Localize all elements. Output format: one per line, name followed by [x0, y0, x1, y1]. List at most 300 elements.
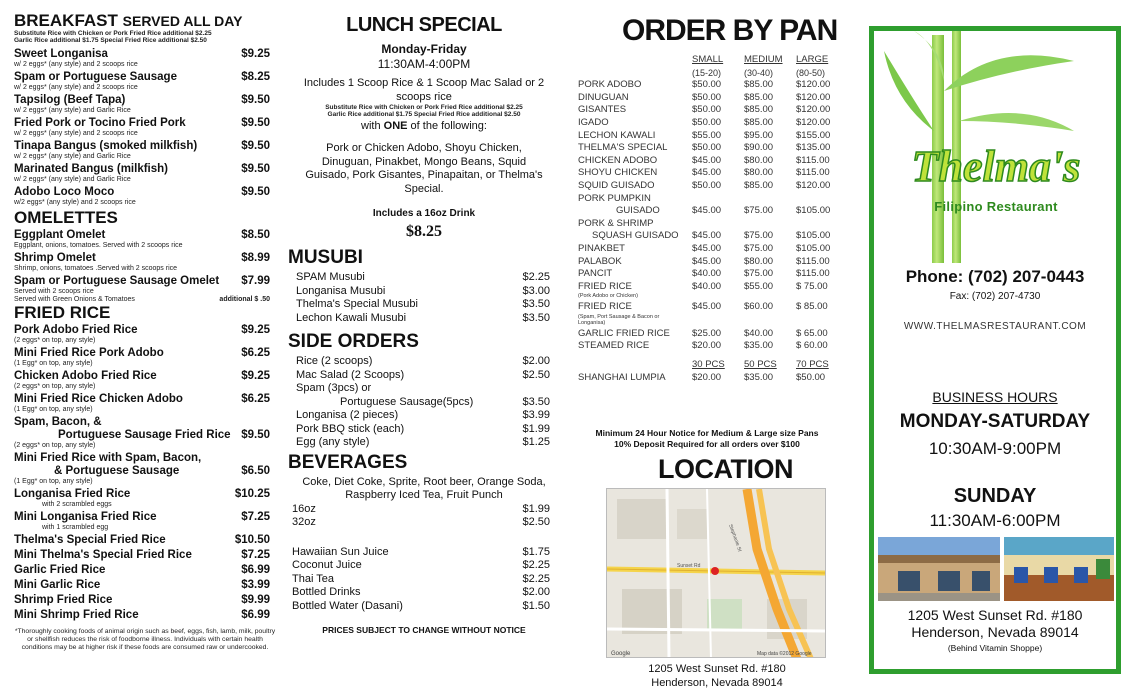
musubi-list	[288, 271, 560, 325]
menu-item-extra-price: additional $ .50	[219, 296, 270, 303]
pan-price-large: $115.00	[796, 268, 830, 280]
location-address	[572, 662, 862, 690]
pan-cell-blank	[738, 218, 790, 231]
breakfast-heading	[14, 12, 276, 30]
menu-entry	[14, 579, 276, 592]
menu-item-desc: (1 Egg* on top, any style)	[14, 360, 93, 367]
pan-price-medium: $40.00	[744, 327, 774, 339]
map-label-sunset: Sunset Rd	[677, 563, 701, 569]
pan-item-name: DINUGUAN	[578, 91, 629, 103]
sunday-hours: 11:30AM-6:00PM	[929, 511, 1061, 530]
pan-price-small: $50.00	[692, 179, 722, 191]
menu-entry	[14, 163, 276, 184]
lumpia-header	[578, 359, 842, 372]
pan-price-medium: $85.00	[744, 79, 774, 91]
menu-item-price: $8.99	[241, 252, 270, 264]
menu-item-row	[14, 370, 276, 383]
menu-item-price: $7.25	[241, 549, 270, 561]
lumpia-header-30: 30 PCS	[692, 359, 725, 371]
menu-item-price: $2.00	[522, 355, 550, 367]
lunch-column	[288, 12, 560, 682]
pan-notice-1: Minimum 24 Hour Notice for Medium & Large size Pans	[595, 428, 819, 438]
pan-row	[578, 92, 842, 105]
pan-item-name: PALABOK	[578, 255, 622, 267]
menu-item-desc: Served with 2 scoops rice	[14, 288, 94, 295]
menu-item-price: $3.99	[522, 409, 550, 421]
pan-price-large: $ 85.00	[796, 301, 828, 313]
brand-address	[874, 607, 1116, 641]
pan-serving-medium: (30-40)	[744, 67, 774, 78]
lunch-note: Substitute Rice with Chicken or Pork Fried Rice additional $2.25	[325, 104, 523, 111]
menu-item-name: Shrimp Omelet	[14, 252, 96, 264]
brand-address-1: 1205 West Sunset Rd. #180	[907, 607, 1083, 623]
menu-item-price: $6.50	[241, 465, 270, 477]
pan-price-small: $40.00	[692, 268, 722, 280]
hours-title: BUSINESS HOURS	[932, 389, 1058, 405]
website-link[interactable]: WWW.THELMASRESTAURANT.COM	[903, 321, 1087, 332]
menu-item-price: $1.25	[522, 436, 550, 448]
pan-row	[578, 142, 842, 155]
menu-entry	[14, 71, 276, 92]
menu-item-price: $2.50	[522, 368, 550, 381]
menu-item-price: $6.25	[241, 347, 270, 359]
menu-item-name: Mini Fried Rice with Spam, Bacon,	[14, 452, 202, 464]
menu-item-price: $8.50	[241, 229, 270, 241]
pan-row	[578, 117, 842, 130]
omelettes-list	[14, 229, 276, 304]
menu-entry	[14, 48, 276, 69]
pan-price-large: $120.00	[796, 79, 831, 91]
menu-item-row	[14, 163, 276, 176]
weekday-hours: 10:30AM-9:00PM	[928, 439, 1062, 458]
lunch-drink: Includes a 16oz Drink	[372, 208, 476, 219]
menu-item-row	[14, 94, 276, 107]
pan-item-name: PORK ADOBO	[578, 79, 642, 91]
pan-table	[578, 54, 842, 384]
pan-price-small: $25.00	[692, 327, 722, 339]
order-by-pan-column	[572, 12, 842, 689]
map-pin-icon	[711, 567, 719, 575]
menu-item-price: $1.50	[522, 599, 550, 612]
menu-item-row	[14, 347, 276, 360]
pan-item-name: CHICKEN ADOBO	[578, 154, 658, 166]
menu-item-row	[14, 452, 276, 465]
menu-entry	[14, 252, 276, 273]
beverages-heading: BEVERAGES	[288, 451, 408, 473]
with-one-pre: with	[361, 120, 384, 132]
menu-item-name: Longanisa Musubi	[296, 284, 386, 297]
pan-item-name: THELMA'S SPECIAL	[578, 142, 668, 154]
menu-item-name: Spam or Portuguese Sausage	[14, 71, 177, 83]
lumpia-header-50: 50 PCS	[744, 359, 777, 371]
breakfast-note: Substitute Rice with Chicken or Pork Fried Rice additional $2.25	[14, 30, 212, 37]
menu-item-row	[296, 285, 560, 299]
lumpia-name: SHANGHAI LUMPIA	[578, 371, 666, 383]
pan-price-small: $55.00	[692, 129, 722, 141]
pan-price-small: $45.00	[692, 167, 722, 179]
menu-item-price: $3.00	[522, 284, 550, 297]
pan-cell-blank	[790, 193, 842, 206]
pan-item-name: FRIED RICE	[578, 301, 632, 313]
menu-item-name: Pork BBQ stick (each)	[296, 422, 405, 435]
pan-price-large: $105.00	[796, 230, 831, 242]
menu-item-price: $3.99	[241, 579, 270, 591]
pan-price-small: $40.00	[692, 280, 722, 292]
menu-item-name: 16oz	[292, 502, 316, 515]
menu-item-price: $2.25	[522, 271, 550, 283]
menu-item-row	[292, 573, 560, 587]
pan-price-medium: $55.00	[744, 280, 774, 292]
menu-item-name: Garlic Fried Rice	[14, 564, 106, 576]
storefront-photo	[878, 537, 1000, 601]
fried-rice-list	[14, 324, 276, 622]
menu-item-row	[14, 324, 276, 337]
with-one-bold: ONE	[383, 120, 408, 132]
menu-item-row	[296, 369, 560, 383]
breakfast-note: Garlic Rice additional $1.75 Special Fried Rice additional $2.50	[14, 37, 207, 44]
menu-item-row	[14, 579, 276, 592]
menu-item-row	[14, 549, 276, 562]
pan-row	[578, 230, 842, 243]
pan-price-large: $ 75.00	[796, 280, 828, 292]
menu-item-desc: w/ 2 eggs* (any style) and Garlic Rice	[14, 153, 131, 160]
pan-price-large: $105.00	[796, 205, 831, 217]
map-attribution: Map data ©2012 Google	[757, 651, 812, 657]
pan-cell-blank	[738, 193, 790, 206]
menu-item-name: Mini Garlic Rice	[14, 579, 101, 591]
menu-item-desc: with 2 scrambled eggs	[42, 501, 112, 508]
menu-item-name-cont: Portuguese Sausage(5pcs)	[340, 395, 474, 408]
prices-notice: PRICES SUBJECT TO CHANGE WITHOUT NOTICE	[322, 625, 526, 635]
menu-item-price: $9.50	[241, 94, 270, 106]
lunch-hours: 11:30AM-4:00PM	[377, 57, 471, 71]
fax-number: Fax: (702) 207-4730	[949, 291, 1041, 302]
menu-item-name: Lechon Kawali Musubi	[296, 311, 407, 324]
pan-item-name: SHOYU CHICKEN	[578, 167, 658, 179]
pan-price-large: $120.00	[796, 91, 831, 103]
menu-item-desc: w/ 2 eggs* (any style) and 2 scoops rice	[14, 130, 138, 137]
pan-price-small: $50.00	[692, 79, 722, 91]
menu-item-name: Bottled Water (Dasani)	[292, 599, 403, 612]
location-title: LOCATION	[658, 454, 793, 484]
menu-entry	[14, 452, 276, 486]
pan-cell-blank	[686, 218, 738, 231]
pan-item-name: STEAMED RICE	[578, 340, 650, 352]
pan-price-large: $120.00	[796, 116, 831, 128]
menu-item-row	[14, 393, 276, 406]
order-by-pan-title: ORDER BY PAN	[622, 14, 838, 47]
pan-row	[578, 155, 842, 168]
pan-price-medium: $80.00	[744, 154, 774, 166]
menu-item-price: $9.99	[241, 594, 270, 606]
menu-item-row	[292, 600, 560, 614]
sunday-label: SUNDAY	[953, 485, 1037, 507]
breakfast-title-suffix: SERVED ALL DAY	[122, 13, 243, 29]
menu-item-name: Mini Thelma's Special Fried Rice	[14, 549, 192, 561]
pan-price-small: $45.00	[692, 301, 722, 313]
pan-serving-small: (15-20)	[692, 67, 722, 78]
breakfast-column	[14, 12, 276, 682]
menu-entry	[14, 534, 276, 547]
pan-item-desc: (Pork Adobo or Chicken)	[578, 293, 638, 300]
menu-item-row	[14, 117, 276, 130]
menu-item-price: $9.50	[241, 186, 270, 198]
menu-item-price: $2.50	[522, 516, 550, 528]
menu-entry	[14, 94, 276, 115]
pan-item-name: PANCIT	[578, 268, 613, 280]
pan-row	[578, 340, 842, 353]
lunch-days: Monday-Friday	[381, 42, 467, 56]
menu-item-price: $2.25	[522, 572, 550, 585]
menu-item-name: Mini Fried Rice Chicken Adobo	[14, 393, 183, 405]
menu-entry	[14, 488, 276, 509]
pan-row	[578, 205, 842, 218]
map-google-logo: Google	[611, 651, 631, 657]
pan-row	[578, 243, 842, 256]
menu-item-name-cont: Portuguese Sausage Fried Rice	[58, 429, 231, 441]
menu-entry	[14, 347, 276, 368]
lunch-note: Garlic Rice additional $1.75 Special Fried Rice additional $2.50	[327, 111, 521, 118]
menu-item-name: Tinapa Bangus (smoked milkfish)	[14, 140, 198, 152]
menu-item-row	[14, 48, 276, 61]
breakfast-title: BREAKFAST	[14, 11, 118, 30]
menu-item-desc: with 1 scrambled egg	[42, 524, 109, 531]
side-orders-heading: SIDE ORDERS	[288, 331, 419, 352]
menu-item-price: $3.50	[522, 311, 550, 324]
side-orders-list	[288, 355, 560, 450]
menu-item-name: Mini Shrimp Fried Rice	[14, 609, 139, 621]
menu-item-row	[14, 71, 276, 84]
menu-item-name: Mini Fried Rice Pork Adobo	[14, 347, 164, 359]
menu-item-row	[14, 229, 276, 242]
menu-item-price: $2.00	[522, 586, 550, 598]
pan-row	[578, 104, 842, 117]
menu-item-row	[14, 594, 276, 607]
pan-price-small: $45.00	[692, 255, 722, 267]
pan-row	[578, 281, 842, 294]
pan-price-large: $135.00	[796, 142, 831, 154]
menu-item-row	[296, 382, 560, 396]
pan-price-large: $120.00	[796, 104, 831, 116]
pan-header-small: SMALL	[692, 54, 724, 65]
pan-price-large: $ 65.00	[796, 327, 828, 339]
pan-row	[578, 268, 842, 281]
menu-item-price: $9.50	[241, 140, 270, 152]
beverage-sizes	[288, 503, 560, 530]
menu-item-price: $8.25	[241, 71, 270, 83]
menu-item-row	[292, 516, 560, 530]
menu-item-price: $10.25	[234, 488, 270, 500]
location-map[interactable]	[606, 488, 826, 658]
pan-item-name-cont: SQUASH GUISADO	[592, 230, 679, 242]
menu-item-row	[14, 488, 276, 501]
menu-item-name-cont: & Portuguese Sausage	[54, 465, 180, 477]
pan-item-name: LECHON KAWALI	[578, 129, 656, 141]
pan-item-desc: (Spam, Port Sausage & Bacon or Longanisa)	[578, 313, 660, 326]
pan-price-small: $50.00	[692, 104, 722, 116]
menu-entry	[14, 511, 276, 532]
menu-item-price: $7.99	[241, 275, 270, 287]
with-one-post: of the following:	[407, 120, 487, 132]
menu-entry	[14, 140, 276, 161]
pan-item-name: PINAKBET	[578, 242, 625, 254]
pan-price-medium: $75.00	[744, 242, 774, 254]
lumpia-row	[578, 372, 842, 385]
location-address-2: Henderson, Nevada 89014	[651, 677, 783, 689]
menu-item-row	[296, 355, 560, 369]
menu-item-name: Marinated Bangus (milkfish)	[14, 163, 168, 175]
menu-entry	[14, 117, 276, 138]
menu-item-price: $9.50	[241, 429, 270, 441]
menu-item-row	[14, 564, 276, 577]
pan-price-medium: $75.00	[744, 205, 774, 217]
menu-item-name: Spam or Portuguese Sausage Omelet	[14, 275, 220, 287]
menu-item-price: $2.25	[522, 559, 550, 571]
menu-item-name: Chicken Adobo Fried Rice	[14, 370, 157, 382]
phone-number[interactable]: Phone: (702) 207-0443	[905, 267, 1085, 286]
menu-item-row	[296, 312, 560, 326]
pan-header-large: LARGE	[796, 54, 829, 65]
pan-price-small: $50.00	[692, 91, 722, 103]
menu-item-name: Adobo Loco Moco	[14, 186, 115, 198]
pan-price-medium: $85.00	[744, 179, 774, 191]
menu-item-name: Spam (3pcs) or	[296, 382, 372, 394]
pan-item-name: IGADO	[578, 116, 609, 128]
menu-item-row	[296, 436, 560, 450]
pan-price-small: $45.00	[692, 230, 722, 242]
pan-serving-large: (80-50)	[796, 67, 826, 78]
menu-item-name: Egg (any style)	[296, 436, 370, 448]
brand-logo-name: Thelma's	[911, 142, 1081, 191]
beverage-items	[288, 546, 560, 614]
menu-entry	[14, 549, 276, 562]
pan-serving-header	[578, 67, 842, 80]
menu-item-row	[14, 511, 276, 524]
pan-notice-2: 10% Deposit Required for all orders over $100	[614, 439, 800, 449]
menu-item-price: $6.25	[241, 393, 270, 405]
menu-item-row	[14, 140, 276, 153]
pan-price-medium: $75.00	[744, 230, 774, 242]
breakfast-list	[14, 48, 276, 207]
pan-price-small: $45.00	[692, 242, 722, 254]
menu-item-desc: (2 eggs* on top, any style)	[14, 337, 96, 344]
menu-item-desc: (2 eggs* on top, any style)	[14, 442, 96, 449]
menu-item-price: $1.75	[522, 545, 550, 558]
menu-item-name: Mini Longanisa Fried Rice	[14, 511, 157, 523]
pan-price-large: $115.00	[796, 154, 830, 166]
beverage-list: Coke, Diet Coke, Sprite, Root beer, Orange Soda, Raspberry Iced Tea, Fruit Punch	[302, 475, 546, 501]
lunch-choices: Pork or Chicken Adobo, Shoyu Chicken, Dinuguan, Pinakbet, Mongo Beans, Squid Guisado, Pork Gisantes, Pinapaitan, or Thelma's Special.	[305, 142, 543, 195]
menu-entry	[14, 594, 276, 607]
pan-price-small: $50.00	[692, 142, 722, 154]
pan-row	[578, 256, 842, 269]
pan-row	[578, 218, 842, 231]
menu-item-row	[14, 534, 276, 547]
menu-item-row	[292, 503, 560, 517]
menu-item-name: 32oz	[292, 516, 316, 528]
pan-notice	[572, 428, 842, 450]
menu-item-name: Hawaiian Sun Juice	[292, 545, 389, 558]
menu-item-name: Rice (2 scoops)	[296, 355, 373, 367]
menu-item-name: Sweet Longanisa	[14, 48, 108, 60]
menu-item-name: Longanisa (2 pieces)	[296, 409, 399, 421]
menu-entry	[14, 370, 276, 391]
menu-item-price: $3.50	[522, 395, 550, 408]
menu-item-row	[14, 186, 276, 199]
menu-item-row	[14, 465, 276, 478]
musubi-heading: MUSUBI	[288, 247, 363, 268]
menu-item-row	[292, 546, 560, 560]
pan-row	[578, 130, 842, 143]
menu-item-row	[14, 609, 276, 622]
menu-entry	[14, 609, 276, 622]
menu-item-row	[296, 423, 560, 437]
menu-entry	[14, 416, 276, 450]
pan-price-medium: $90.00	[744, 142, 774, 154]
pan-item-name: FRIED RICE	[578, 280, 632, 292]
food-safety-disclaimer: *Thoroughly cooking foods of animal origin such as beef, eggs, fish, lamb, milk, poultry or shellfish reduces the risk of foodborne illness. Individuals with certain health conditions may be at higher risk if these foods are consumed raw or undercooked.	[14, 628, 276, 651]
pan-price-medium: $85.00	[744, 104, 774, 116]
menu-item-desc: Shrimp, onions, tomatoes .Served with 2 scoops rice	[14, 265, 178, 272]
brand-address-note: (Behind Vitamin Shoppe)	[947, 643, 1043, 653]
interior-photo	[1004, 537, 1114, 601]
pan-row	[578, 167, 842, 180]
menu-item-price: $9.25	[241, 370, 270, 382]
pan-header-medium: MEDIUM	[744, 54, 783, 65]
menu-item-desc: w/ 2 eggs* (any style) and 2 scoops rice	[14, 61, 138, 68]
menu-item-name: Thai Tea	[292, 572, 334, 585]
lunch-includes: Includes 1 Scoop Rice & 1 Scoop Mac Salad or 2 scoops rice	[303, 77, 545, 103]
menu-item-name: Tapsilog (Beef Tapa)	[14, 94, 126, 106]
menu-item-desc: Served with Green Onions & Tomatoes	[14, 296, 135, 303]
menu-item-price: $9.25	[241, 324, 270, 336]
pan-price-small: $45.00	[692, 205, 722, 217]
menu-item-row	[292, 586, 560, 600]
pan-item-name: GISANTES	[578, 104, 627, 116]
menu-item-desc: w/ 2 eggs* (any style) and 2 scoops rice	[14, 84, 138, 91]
menu-item-price: $9.50	[241, 163, 270, 175]
pan-price-large: $105.00	[796, 242, 831, 254]
menu-item-name: Longanisa Fried Rice	[14, 488, 131, 500]
pan-price-small: $20.00	[692, 340, 722, 352]
menu-item-price: $1.99	[522, 502, 550, 515]
pan-price-small: $50.00	[692, 116, 722, 128]
pan-price-medium: $35.00	[744, 340, 774, 352]
menu-item-name: Coconut Juice	[292, 559, 362, 571]
pan-price-medium: $75.00	[744, 268, 774, 280]
menu-item-name: SPAM Musubi	[296, 271, 365, 283]
weekday-label: MONDAY-SATURDAY	[899, 411, 1091, 432]
pan-cell-blank	[790, 218, 842, 231]
pan-item-name: PORK & SHRIMP	[578, 217, 654, 229]
menu-entry	[14, 186, 276, 207]
menu-item-row	[292, 559, 560, 573]
menu-item-price: $9.50	[241, 117, 270, 129]
lumpia-price-50: $35.00	[744, 371, 774, 383]
pan-price-large: $115.00	[796, 167, 830, 179]
pan-item-name-cont: GUISADO	[616, 205, 660, 217]
pan-price-large: $115.00	[796, 255, 830, 267]
map-graphic	[607, 489, 826, 658]
menu-item-price: $6.99	[241, 609, 270, 621]
lumpia-price-70: $50.00	[796, 371, 826, 383]
menu-item-name: Shrimp Fried Rice	[14, 594, 113, 606]
menu-item-name: Pork Adobo Fried Rice	[14, 324, 138, 336]
menu-entry	[14, 275, 276, 304]
menu-item-desc: (1 Egg* on top, any style)	[14, 478, 93, 485]
menu-item-name: Spam, Bacon, &	[14, 416, 102, 428]
menu-item-desc: Eggplant, onions, tomatoes. Served with 2 scoops rice	[14, 242, 183, 249]
